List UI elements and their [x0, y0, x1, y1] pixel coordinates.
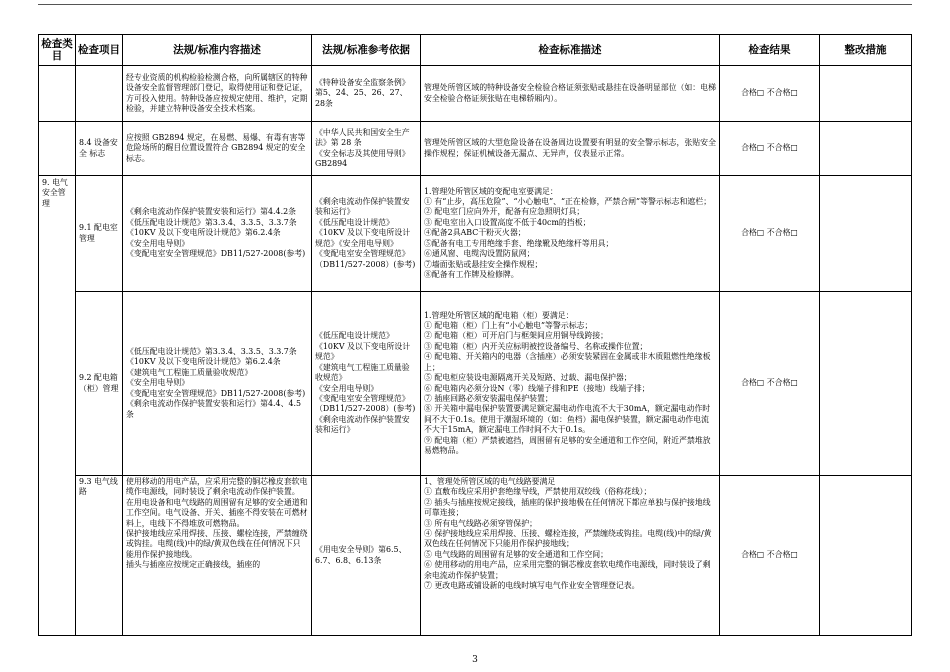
criteria-cell: 1.管理处所管区域的配电箱（柜）要满足： ① 配电箱（柜）门上有“小心触电”等警示标志； ② 配电箱（柜）可开启门与框架间应用铜导线跨接； ③ 配电箱（柜）内开关应标明被控设备编号、名称或操作位置； ④ 配电箱、开关箱内的电器（含插座）必须安装紧固在金属或非木质阻燃性绝缘板上； ⑤ 配电柜应装设电源隔离开关及短路、过载、漏电保护器； ⑥ 配电箱内必须分设N（零）线端子排和PE（接地）线端子排； ⑦ 插座回路必须安装漏电保护装置； ⑧ 开关箱中漏电保护装置要满足额定漏电动作电流不大于30mA，额定漏电动作时间不大于0.1s。使用于潮湿环境的（如：鱼档）漏电保护装置，额定漏电动作电流不大于15mA，额定漏电工作时间不大于0.1s。 ⑨ 配电箱（柜）严禁被遮挡，周围留有足够的安全通道和工作空间，附近严禁堆放易燃物品。 — [421, 292, 720, 476]
criteria-cell: 1、管理处所管区域的电气线路要满足 ① 直敷布线应采用护套绝缘导线，严禁使用双绞线（俗称花线）； ② 插头与插座按规定接线，插座的保护接地极在任何情况下都应单独与保护接地线可靠连接； ③ 所有电气线路必须穿管保护； ④ 保护接地线应采用焊接、压接、螺栓连接，严禁缠绕或钩挂。电缆(线)中的绿/黄双色线在任何情况下只能用作保护接地线； ⑤ 电气线路的周围留有足够的安全通道和工作空间； ⑥ 使用移动的用电产品，应采用完整的铜芯橡皮套软电缆作电源线，同时装设了剩余电流动作保护装置； ⑦ 更改电路或铺设新的电线时填写电气作业安全管理登记表。 — [421, 476, 720, 636]
header-result: 检查结果 — [720, 35, 820, 66]
result-cell[interactable]: 合格□ 不合格□ — [720, 66, 820, 122]
header-content: 法规/标准内容描述 — [123, 35, 312, 66]
item-cell — [76, 66, 123, 122]
basis-cell: 《低压配电设计规范》 《10KV 及以下变电所设计规范》 《建筑电气工程施工质量验收规范》 《安全用电导则》 《变配电室安全管理规范》（DB11/527-2008）(参考) 《剩余电流动作保护装置安装和运行》 — [312, 292, 421, 476]
table-row — [39, 122, 912, 176]
fix-cell[interactable] — [820, 176, 912, 292]
basis-cell: 《特种设备安全监察条例》第5、24、25、26、27、28条 — [312, 66, 421, 122]
item-cell: 8.4 设备安 全 标志 — [76, 122, 123, 176]
table-row — [39, 66, 912, 122]
result-cell[interactable]: 合格□ 不合格□ — [720, 122, 820, 176]
header-category: 检查类目 — [39, 35, 76, 66]
category-cell: 9. 电气安全管理 — [39, 176, 76, 636]
header-item: 检查项目 — [76, 35, 123, 66]
content-cell: 应按照 GB2894 规定，在易燃、易爆、有毒有害等危险场所的醒目位置设置符合 GB2894 规定的安全标志。 — [123, 122, 312, 176]
fix-cell[interactable] — [820, 66, 912, 122]
content-cell: 使用移动的用电产品，应采用完整的铜芯橡皮套软电缆作电源线，同时装设了剩余电流动作保护装置。 在用电设备和电气线路的周围留有足够的安全通道和工作空间。电气设备、开关、插座不得安装在可燃材料上，电线下不得堆放可燃物品。 保护接地线应采用焊接、压接、螺栓连接，严禁缠绕或钩挂。电缆(线)中的绿/黄双色线在任何情况下只能用作保护接地线。 插头与插座应按规定正确接线，插座的 — [123, 476, 312, 636]
page-number: 3 — [472, 655, 478, 665]
table-row — [39, 176, 912, 292]
criteria-cell: 管理处所管区域的大型危险设备在设备周边设置要有明显的安全警示标志，张贴安全操作规程；保证机械设备无漏点、无异声，仪表显示正常。 — [421, 122, 720, 176]
inspection-table — [38, 34, 912, 636]
fix-cell[interactable] — [820, 476, 912, 636]
item-cell: 9.3 电气线路 — [76, 476, 123, 636]
result-cell[interactable]: 合格□ 不合格□ — [720, 176, 820, 292]
header-fix: 整改措施 — [820, 35, 912, 66]
fix-cell[interactable] — [820, 292, 912, 476]
result-cell[interactable]: 合格□ 不合格□ — [720, 476, 820, 636]
header-row — [39, 35, 912, 66]
fix-cell[interactable] — [820, 122, 912, 176]
content-cell: 《剩余电流动作保护装置安装和运行》第4.4.2条 《低压配电设计规范》第3.3.4、3.3.5、3.3.7条 《10KV 及以下变电所设计规范》第6.2.4条 《安全用电导则》 《变配电室安全管理规范》DB11/527-2008(参考) — [123, 176, 312, 292]
content-cell: 经专业资质的机构检验检测合格，向所属辖区的特种设备安全监督管理部门登记，取得使用证和登记证，方可投入使用。特种设备应按规定使用、维护，定期检验，并建立特种设备安全技术档案。 — [123, 66, 312, 122]
top-rule — [38, 4, 912, 5]
criteria-cell: 1.管理处所管区域的变配电室要满足： ① 有“止步，高压危险”、“小心触电”、“正在检修，严禁合闸”等警示标志和遮栏； ② 配电室门应向外开，配备有应急照明灯具； ③ 配电室出入口设置高度不低于40cm的挡板； ④配备2具ABC干粉灭火器； ⑤配备有电工专用绝缘手套、绝缘靴及绝缘杆等用具； ⑥通风窗、电缆沟设置防鼠网； ⑦墙面张贴或悬挂安全操作规程； ⑧配备有工作牌及检修牌。 — [421, 176, 720, 292]
item-cell: 9.1 配电室管理 — [76, 176, 123, 292]
result-cell[interactable]: 合格□ 不合格□ — [720, 292, 820, 476]
criteria-cell: 管理处所管区域的特种设备安全检验合格证须张贴或悬挂在设备明显部位（如：电梯安全检验合格证须张贴在电梯轿厢内）。 — [421, 66, 720, 122]
header-basis: 法规/标准参考依据 — [312, 35, 421, 66]
table-row — [39, 476, 912, 636]
table-row — [39, 292, 912, 476]
basis-cell: 《用电安全导则》第6.5、6.7、6.8、6.13条 — [312, 476, 421, 636]
category-cell — [39, 122, 76, 176]
basis-cell: 《中华人民共和国安全生产法》第 28 条 《安全标志及其使用导则》 GB2894 — [312, 122, 421, 176]
basis-cell: 《剩余电流动作保护装置安装和运行》 《低压配电设计规范》 《10KV 及以下变电所设计规范》《安全用电导则》 《变配电室安全管理规范》（DB11/527-2008）(参考) — [312, 176, 421, 292]
header-criteria: 检查标准描述 — [421, 35, 720, 66]
category-cell — [39, 66, 76, 122]
item-cell: 9.2 配电箱（柜）管理 — [76, 292, 123, 476]
content-cell: 《低压配电设计规范》第3.3.4、3.3.5、3.3.7条 《10KV 及以下变电所设计规范》第6.2.4条 《建筑电气工程施工质量验收规范》 《安全用电导则》 《变配电室安全管理规范》DB11/527-2008(参考) 《剩余电流动作保护装置安装和运行》第4.4、4.5条 — [123, 292, 312, 476]
